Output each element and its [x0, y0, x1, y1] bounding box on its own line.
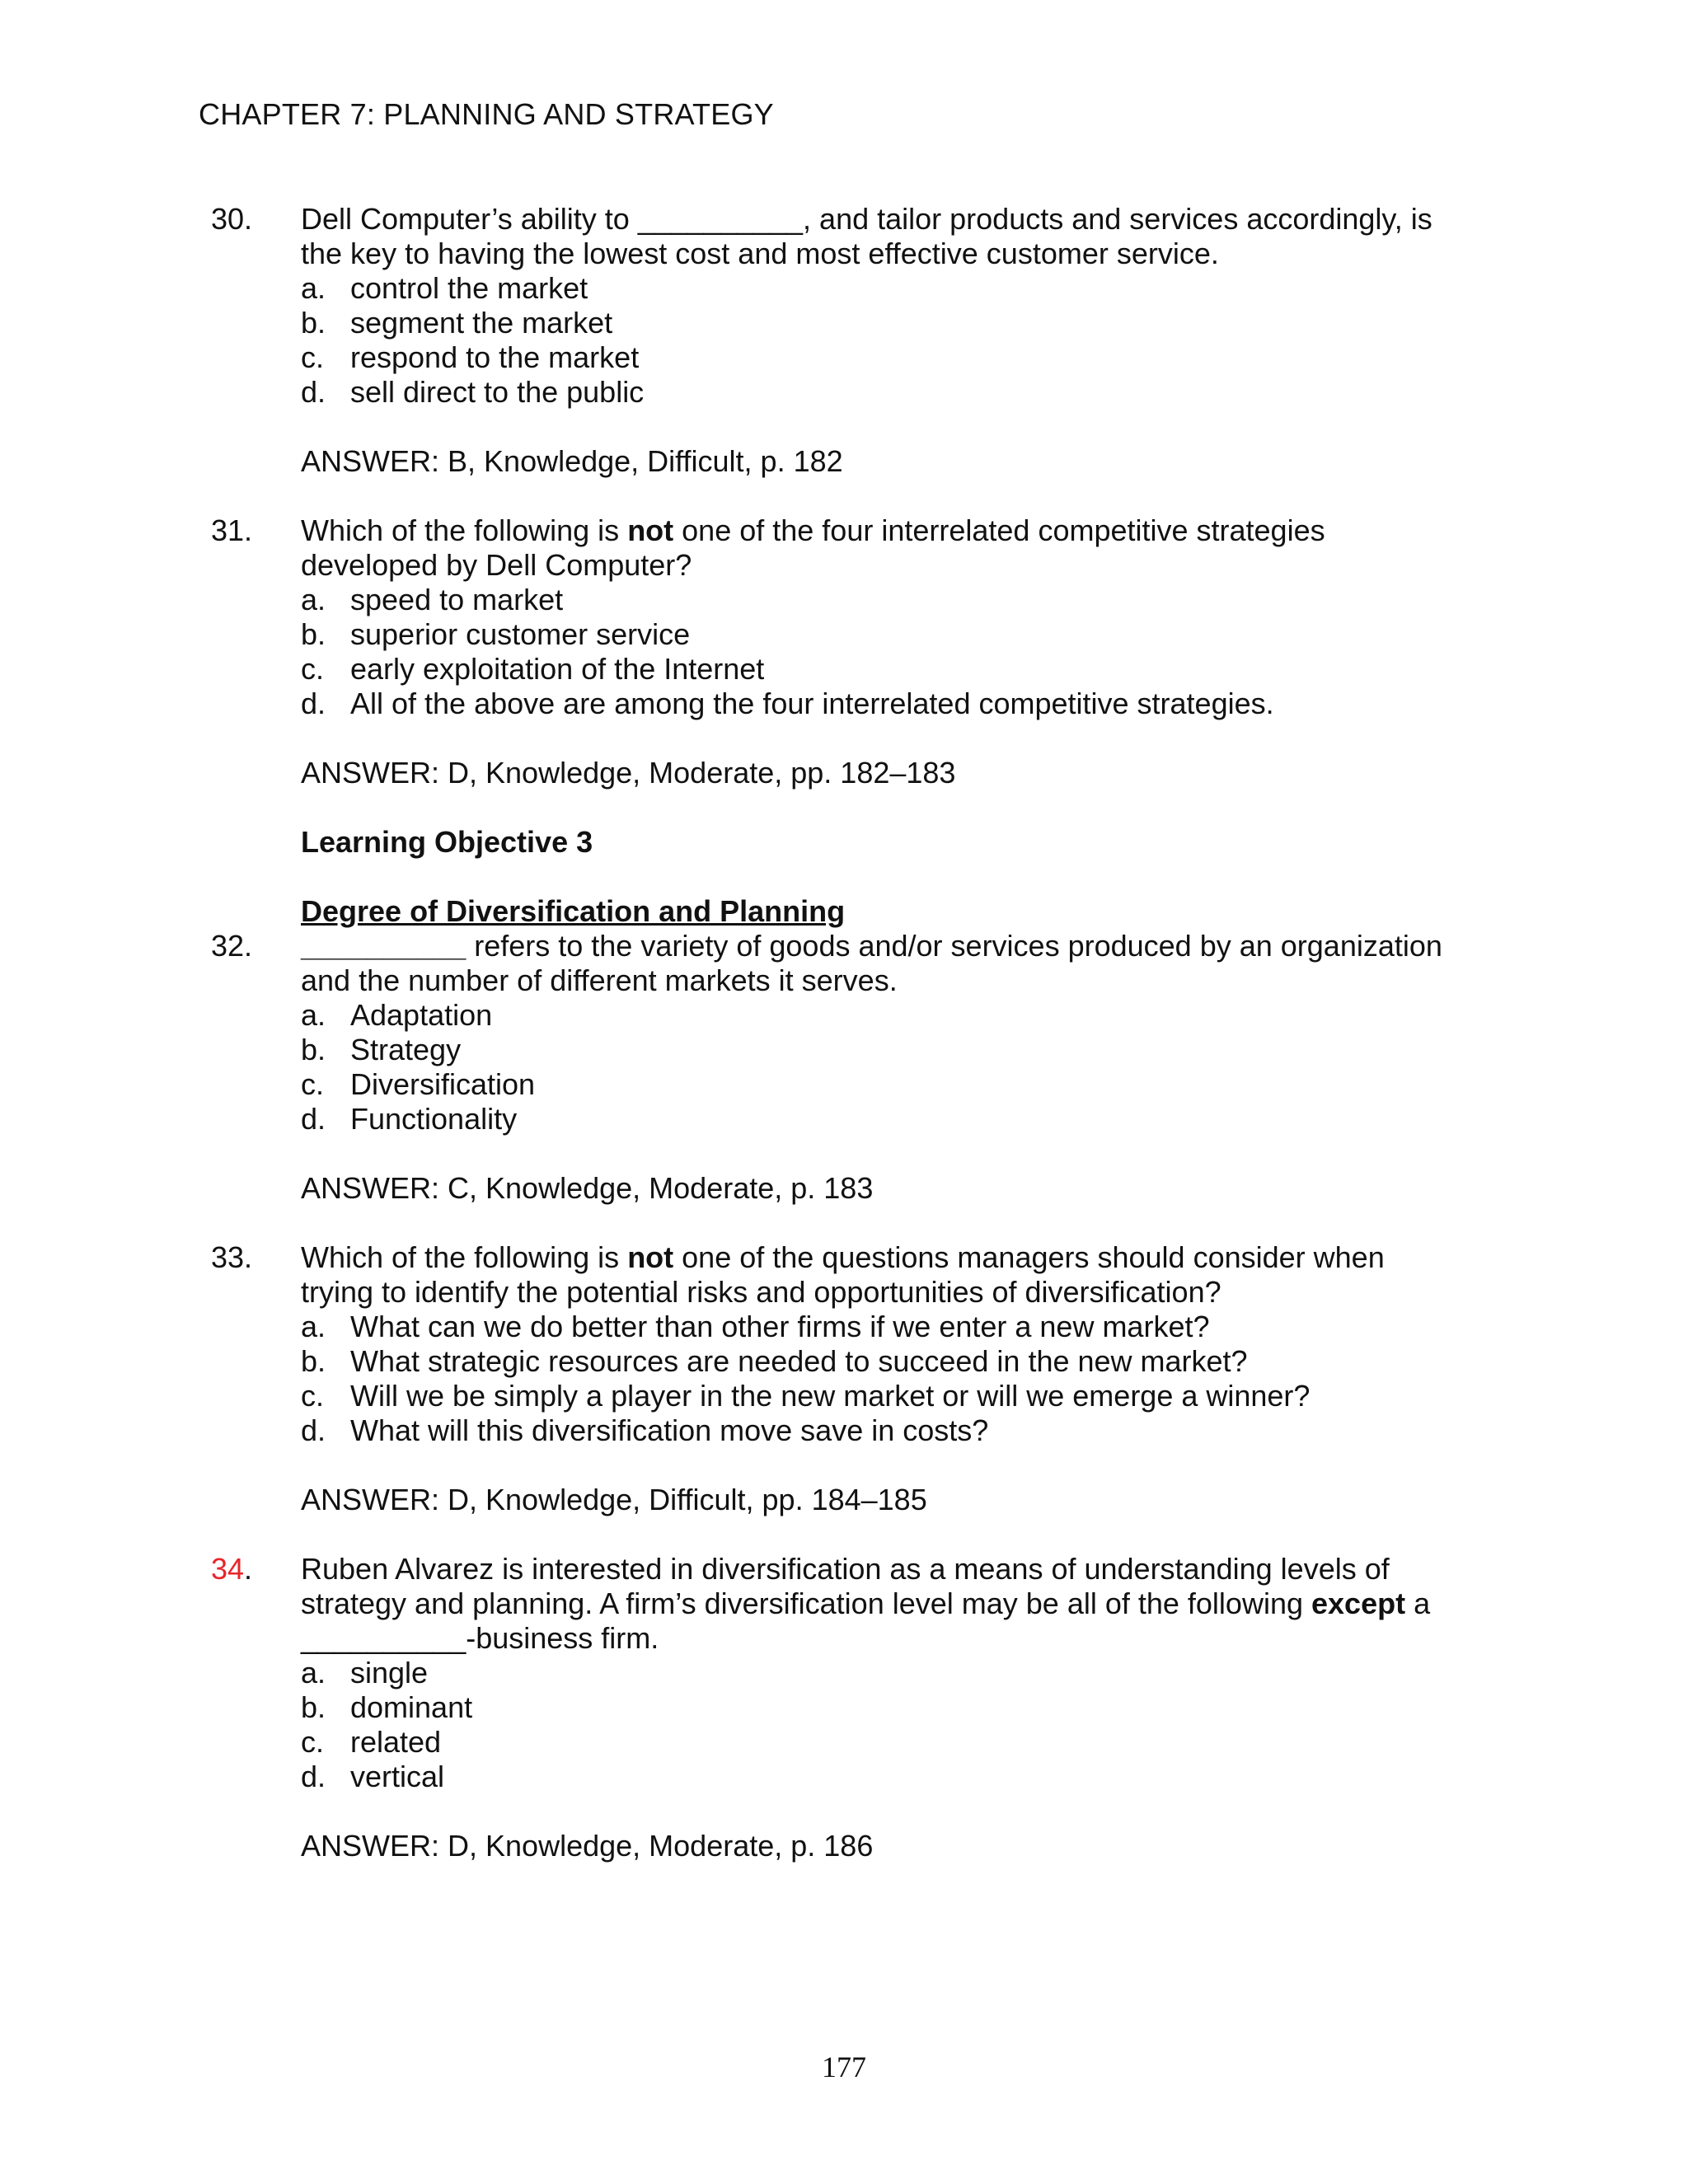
- question-stem-line: strategy and planning. A firm’s diversification level may be all of the following except a: [301, 1586, 1431, 1620]
- option-text: Will we be simply a player in the new market or will we emerge a winner?: [350, 1379, 1311, 1413]
- question-stem-line: Which of the following is not one of the questions managers should consider when: [301, 1240, 1385, 1274]
- answer-option: [0, 1379, 1688, 1413]
- option-text: segment the market: [350, 306, 613, 340]
- answer-option: [0, 1413, 1688, 1448]
- question-list: [0, 202, 1688, 1863]
- option-letter: d.: [301, 1760, 326, 1793]
- option-letter: b.: [301, 617, 326, 651]
- answer-option: [0, 652, 1688, 687]
- answer-option: [0, 306, 1688, 340]
- option-text: vertical: [350, 1760, 445, 1793]
- option-letter: b.: [301, 306, 326, 340]
- question-34: [0, 1552, 1688, 1863]
- answer-option: [0, 375, 1688, 410]
- question-number-highlight: 34: [211, 1552, 245, 1586]
- answer-option: [0, 340, 1688, 375]
- page-number: 177: [822, 2050, 866, 2083]
- option-text: respond to the market: [350, 340, 640, 374]
- option-text: Diversification: [350, 1067, 536, 1101]
- emphasis-except: except: [1311, 1586, 1406, 1620]
- option-text: speed to market: [350, 583, 564, 616]
- question-stem-line: Dell Computer’s ability to __________, and tailor products and services accordingly, is: [301, 202, 1432, 236]
- answer-option: [0, 1310, 1688, 1344]
- answer-option: [0, 1067, 1688, 1102]
- option-letter: d.: [301, 375, 326, 409]
- option-letter: c.: [301, 340, 325, 374]
- option-letter: c.: [301, 1379, 325, 1413]
- question-stem-line: Which of the following is not one of the four interrelated competitive strategies: [301, 513, 1325, 547]
- option-letter: a.: [301, 583, 326, 616]
- option-letter: d.: [301, 1413, 326, 1447]
- answer-option: [0, 1760, 1688, 1794]
- question-number: 33.: [211, 1240, 253, 1274]
- answer-key: ANSWER: B, Knowledge, Difficult, p. 182: [301, 444, 843, 478]
- question-stem-line: developed by Dell Computer?: [301, 548, 692, 582]
- option-text: Functionality: [350, 1102, 518, 1136]
- option-letter: d.: [301, 1102, 326, 1136]
- option-text: single: [350, 1656, 429, 1690]
- option-letter: b.: [301, 1690, 326, 1724]
- option-text: What will this diversification move save in costs?: [350, 1413, 989, 1447]
- section-heading: Degree of Diversification and Planning: [301, 894, 846, 928]
- answer-option: [0, 687, 1688, 721]
- answer-key: ANSWER: D, Knowledge, Difficult, pp. 184–185: [301, 1483, 927, 1516]
- option-text: dominant: [350, 1690, 473, 1724]
- question-31: [0, 513, 1688, 825]
- question-number: 34.: [211, 1552, 253, 1586]
- answer-option: [0, 1102, 1688, 1137]
- option-letter: c.: [301, 652, 325, 686]
- option-letter: b.: [301, 1344, 326, 1378]
- answer-option: [0, 1725, 1688, 1760]
- answer-option: [0, 1690, 1688, 1725]
- question-number: 30.: [211, 202, 253, 236]
- answer-option: [0, 617, 1688, 652]
- answer-option: [0, 998, 1688, 1033]
- answer-option: [0, 1033, 1688, 1067]
- option-text: early exploitation of the Internet: [350, 652, 765, 686]
- option-letter: c.: [301, 1067, 325, 1101]
- option-letter: a.: [301, 1656, 326, 1690]
- question-32: [0, 929, 1688, 1240]
- option-letter: a.: [301, 998, 326, 1032]
- answer-option: [0, 1344, 1688, 1379]
- answer-blank: __________: [301, 929, 467, 963]
- option-text: All of the above are among the four interrelated competitive strategies.: [350, 687, 1274, 720]
- option-text: superior customer service: [350, 617, 691, 651]
- question-stem-line: the key to having the lowest cost and most effective customer service.: [301, 237, 1219, 270]
- learning-objective-heading: Learning Objective 3: [301, 825, 593, 859]
- emphasis-not: not: [627, 513, 674, 547]
- question-number: 31.: [211, 513, 253, 547]
- answer-option: [0, 271, 1688, 306]
- question-stem-line: Ruben Alvarez is interested in diversification as a means of understanding levels of: [301, 1552, 1390, 1586]
- option-text: Strategy: [350, 1033, 462, 1066]
- question-stem-line: __________-business firm.: [301, 1621, 659, 1655]
- chapter-header: CHAPTER 7: PLANNING AND STRATEGY: [199, 97, 774, 131]
- option-letter: c.: [301, 1725, 325, 1759]
- question-stem-line: trying to identify the potential risks and opportunities of diversification?: [301, 1275, 1221, 1309]
- answer-option: [0, 1656, 1688, 1690]
- option-text: sell direct to the public: [350, 375, 645, 409]
- answer-key: ANSWER: D, Knowledge, Moderate, pp. 182–183: [301, 756, 956, 790]
- answer-key: ANSWER: D, Knowledge, Moderate, p. 186: [301, 1829, 874, 1863]
- option-letter: a.: [301, 271, 326, 305]
- option-text: related: [350, 1725, 442, 1759]
- option-letter: a.: [301, 1310, 326, 1343]
- question-number: 32.: [211, 929, 253, 963]
- question-stem-line: and the number of different markets it serves.: [301, 963, 898, 997]
- answer-option: [0, 583, 1688, 617]
- option-text: control the market: [350, 271, 588, 305]
- answer-key: ANSWER: C, Knowledge, Moderate, p. 183: [301, 1171, 874, 1205]
- question-33: [0, 1240, 1688, 1552]
- option-text: What can we do better than other firms if we enter a new market?: [350, 1310, 1210, 1343]
- option-text: Adaptation: [350, 998, 493, 1032]
- question-30: [0, 202, 1688, 513]
- option-text: What strategic resources are needed to succeed in the new market?: [350, 1344, 1248, 1378]
- option-letter: d.: [301, 687, 326, 720]
- question-stem-line: __________ refers to the variety of goods and/or services produced by an organization: [301, 929, 1442, 963]
- option-letter: b.: [301, 1033, 326, 1066]
- emphasis-not: not: [627, 1240, 674, 1274]
